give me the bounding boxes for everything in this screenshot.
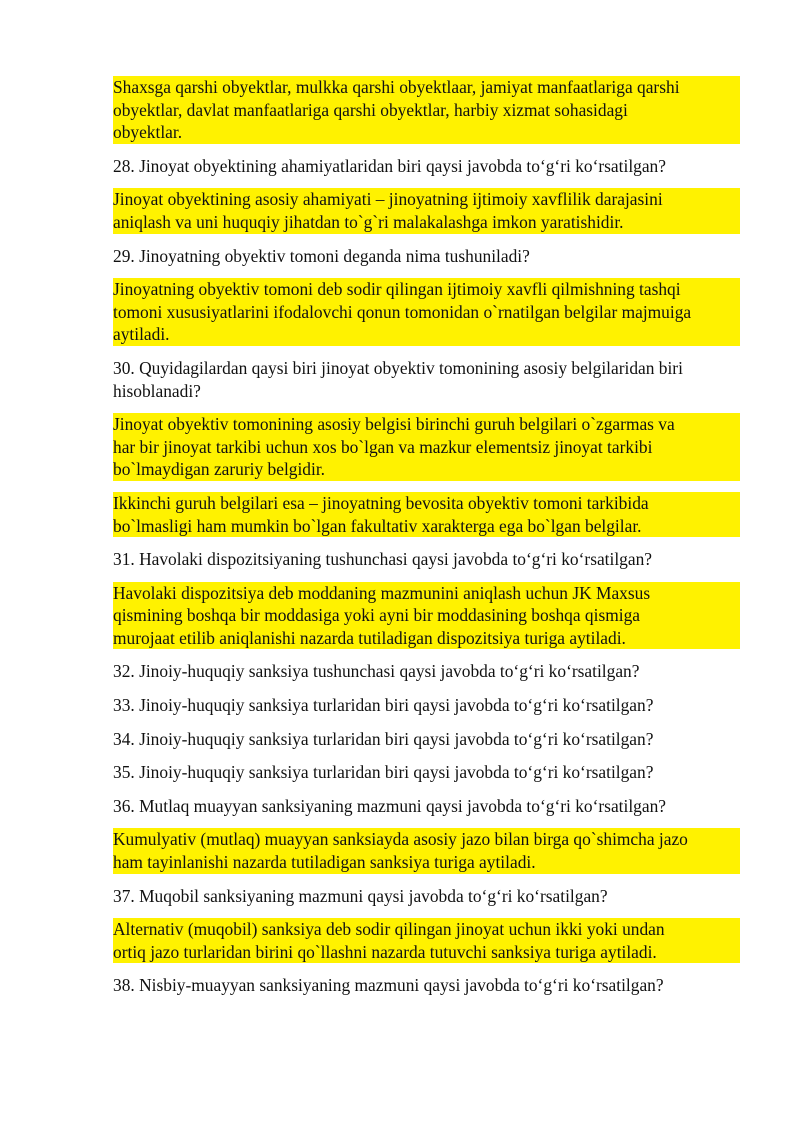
text-line — [113, 885, 740, 908]
line-text: aniqlash va uni huquqiy jihatdan to`g`ri malakalashga imkon yaratishidir. — [113, 211, 624, 232]
line-text: Kumulyativ (mutlaq) muayyan sanksiayda asosiy jazo bilan birga qo`shimcha jazo — [113, 829, 688, 850]
highlighted-answer-paragraph — [113, 413, 740, 481]
text-line — [113, 761, 740, 784]
line-text: Alternativ (muqobil) sanksiya deb sodir qilingan jinoyat uchun ikki yoki undan — [113, 919, 665, 940]
text-line — [113, 974, 740, 997]
line-text: obyektlar, davlat manfaatlariga qarshi obyektlar, harbiy xizmat sohasidagi — [113, 99, 628, 120]
line-text: 33. Jinoiy-huquqiy sanksiya turlaridan biri qaysi javobda to‘g‘ri ko‘rsatilgan? — [113, 695, 654, 716]
text-line — [113, 99, 740, 122]
text-line — [113, 380, 740, 403]
highlighted-answer-paragraph — [113, 188, 740, 233]
document-body — [113, 76, 740, 997]
question-paragraph — [113, 885, 740, 908]
text-line — [113, 548, 740, 571]
line-text: ortiq jazo turlaridan birini qo`llashni nazarda tutuvchi sanksiya turiga aytiladi. — [113, 941, 657, 962]
line-text: Jinoyatning obyektiv tomoni deb sodir qilingan ijtimoiy xavfli qilmishning tashqi — [113, 279, 681, 300]
line-text: hisoblanadi? — [113, 380, 201, 401]
line-text: 35. Jinoiy-huquqiy sanksiya turlaridan biri qaysi javobda to‘g‘ri ko‘rsatilgan? — [113, 762, 654, 783]
text-line — [113, 155, 740, 178]
line-text: 38. Nisbiy-muayyan sanksiyaning mazmuni qaysi javobda to‘g‘ri ko‘rsatilgan? — [113, 975, 664, 996]
line-text: Ikkinchi guruh belgilari esa – jinoyatning bevosita obyektiv tomoni tarkibida — [113, 492, 649, 513]
line-text: 36. Mutlaq muayyan sanksiyaning mazmuni qaysi javobda to‘g‘ri ko‘rsatilgan? — [113, 795, 666, 816]
text-line — [113, 604, 740, 627]
line-text: 32. Jinoiy-huquqiy sanksiya tushunchasi qaysi javobda to‘g‘ri ko‘rsatilgan? — [113, 661, 640, 682]
text-line — [113, 323, 740, 346]
text-line — [113, 121, 740, 144]
line-text: Havolaki dispozitsiya deb moddaning mazmunini aniqlash uchun JK Maxsus — [113, 582, 651, 603]
question-paragraph — [113, 728, 740, 751]
line-text: 28. Jinoyat obyektining ahamiyatlaridan biri qaysi javobda to‘g‘ri ko‘rsatilgan? — [113, 155, 666, 176]
text-line — [113, 278, 740, 301]
text-line — [113, 188, 740, 211]
line-text: qismining boshqa bir moddasiga yoki ayni bir moddasining boshqa qismiga — [113, 605, 640, 626]
highlighted-answer-paragraph — [113, 828, 740, 873]
text-line — [113, 301, 740, 324]
text-line — [113, 515, 740, 538]
text-line — [113, 245, 740, 268]
line-text: 30. Quyidagilardan qaysi biri jinoyat obyektiv tomonining asosiy belgilaridan biri — [113, 357, 683, 378]
question-paragraph — [113, 548, 740, 571]
text-line — [113, 728, 740, 751]
line-text: obyektlar. — [113, 122, 183, 143]
line-text: ham tayinlanishi nazarda tutiladigan sanksiya turiga aytiladi. — [113, 852, 536, 873]
text-line — [113, 795, 740, 818]
line-text: 37. Muqobil sanksiyaning mazmuni qaysi javobda to‘g‘ri ko‘rsatilgan? — [113, 885, 608, 906]
question-paragraph — [113, 761, 740, 784]
question-paragraph — [113, 795, 740, 818]
question-paragraph — [113, 245, 740, 268]
line-text: 34. Jinoiy-huquqiy sanksiya turlaridan biri qaysi javobda to‘g‘ri ko‘rsatilgan? — [113, 728, 654, 749]
line-text: har bir jinoyat tarkibi uchun xos bo`lgan va mazkur elementsiz jinoyat tarkibi — [113, 436, 653, 457]
question-paragraph — [113, 155, 740, 178]
question-paragraph — [113, 974, 740, 997]
text-line — [113, 413, 740, 436]
highlighted-answer-paragraph — [113, 918, 740, 963]
line-text: Jinoyat obyektining asosiy ahamiyati – jinoyatning ijtimoiy xavflilik darajasini — [113, 189, 663, 210]
text-line — [113, 918, 740, 941]
line-text: murojaat etilib aniqlanishi nazarda tutiladigan dispozitsiya turiga aytiladi. — [113, 627, 626, 648]
text-line — [113, 660, 740, 683]
text-line — [113, 828, 740, 851]
line-text: Jinoyat obyektiv tomonining asosiy belgisi birinchi guruh belgilari o`zgarmas va — [113, 414, 675, 435]
line-text: bo`lmaydigan zaruriy belgidir. — [113, 459, 326, 480]
line-text: 31. Havolaki dispozitsiyaning tushunchasi qaysi javobda to‘g‘ri ko‘rsatilgan? — [113, 549, 652, 570]
text-line — [113, 211, 740, 234]
text-line — [113, 694, 740, 717]
highlighted-answer-paragraph — [113, 492, 740, 537]
line-text: aytiladi. — [113, 324, 170, 345]
line-text: 29. Jinoyatning obyektiv tomoni deganda nima tushuniladi? — [113, 245, 530, 266]
text-line — [113, 76, 740, 99]
question-paragraph — [113, 357, 740, 402]
line-text: tomoni xususiyatlarini ifodalovchi qonun tomonidan o`rnatilgan belgilar majmuiga — [113, 301, 692, 322]
highlighted-answer-paragraph — [113, 582, 740, 650]
text-line — [113, 357, 740, 380]
question-paragraph — [113, 660, 740, 683]
line-text: bo`lmasligi ham mumkin bo`lgan fakultativ xarakterga ega bo`lgan belgilar. — [113, 515, 642, 536]
text-line — [113, 941, 740, 964]
question-paragraph — [113, 694, 740, 717]
text-line — [113, 458, 740, 481]
highlighted-answer-paragraph — [113, 76, 740, 144]
text-line — [113, 851, 740, 874]
highlighted-answer-paragraph — [113, 278, 740, 346]
line-text: Shaxsga qarshi obyektlar, mulkka qarshi obyektlaar, jamiyat manfaatlariga qarshi — [113, 77, 680, 97]
text-line — [113, 582, 740, 605]
text-line — [113, 492, 740, 515]
text-line — [113, 627, 740, 650]
text-line — [113, 436, 740, 459]
